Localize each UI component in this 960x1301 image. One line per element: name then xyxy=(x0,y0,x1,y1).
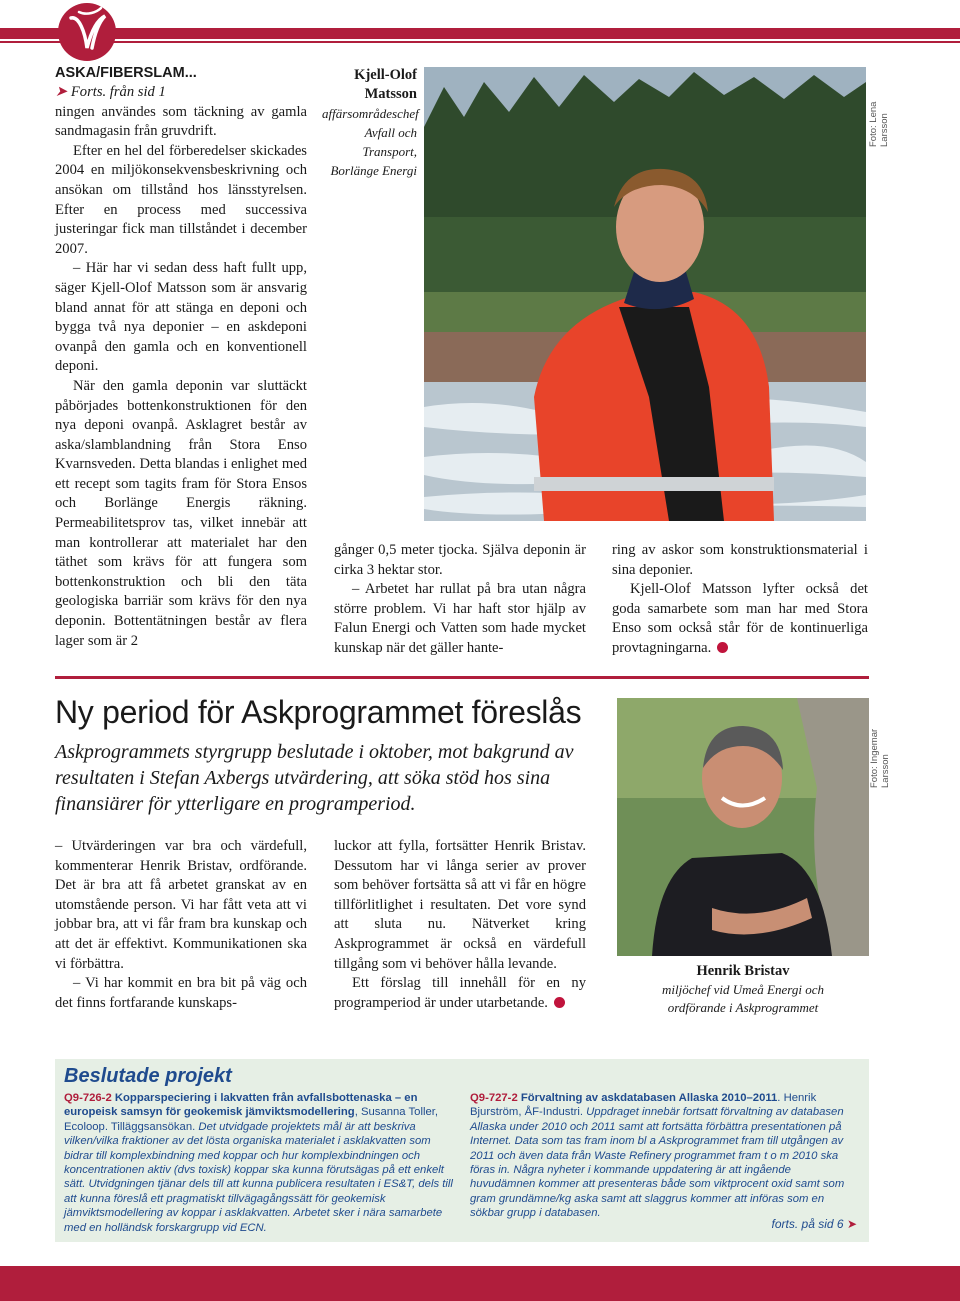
caption-role-2: ordförande i Askprogrammet xyxy=(667,1000,819,1015)
end-mark-icon xyxy=(717,642,728,653)
paragraph: – Arbetet har rullat på bra utan några större problem. Vi har haft stor hjälp av Falun Energi och Vatten som hade mycket kunskap när det gäller hante- xyxy=(334,581,586,656)
paragraph: – Utvärderingen var bra och värdefull, kommenterar Henrik Bristav, ordförande. Det är bra att få arbetet granskat av en utomstående person. Vi har fått veta att vi jobbar bra, att vi får fram bra kunskap och att det är effektivt. Kommunikationen ska vi förbättra. xyxy=(55,838,307,972)
headline: Ny period för Askprogrammet föreslås xyxy=(55,694,582,730)
paragraph: luckor att fylla, fortsätter Henrik Bristav. Dessutom har vi långa serier av prover som behöver fortsätta så att vi får en högre tillförlitlighet i resultaten. Det vore synd att sluta nu. Nätverket kring Askprogrammet är också en värdefull tillgång som vi behöver hålla levande. xyxy=(334,838,586,972)
project-authors: . Henrik Bjurström, ÅF-Industri. xyxy=(470,1092,817,1119)
photo-matsson xyxy=(424,67,866,521)
swirl-logo-icon xyxy=(57,2,117,62)
photo-credit-2: Foto: Ingemar Larsson xyxy=(869,728,891,788)
top-accent-bar xyxy=(0,28,960,39)
paragraph: Efter en hel del förberedelser skickades 2004 en miljökonsekvensbeskrivning och ansökan om tillstånd hos länsstyrelsen. Efter en process med successiva justeringar fick man tillståndet i december 2007. xyxy=(55,142,307,257)
end-mark-icon xyxy=(554,997,565,1008)
section-divider xyxy=(55,676,869,679)
caption-name: Henrik Bristav xyxy=(696,963,790,979)
paragraph: När den gamla deponin var sluttäckt påbörjades bottenkonstruktionen för den nya deponi ovanpå. Asklagret består av aska/slamblandning från Stora Enso Kvarnsveden. Detta blandas i enlighet med ett recept som tagits fram för Stora Ensos och Borlänge Energis räkning. Permeabilitetsprov tas, vilket innebär att man kontrollerar att materialet har den täthet som krävs för att fungera som bottenkonstruktion och bli den täta geologiska barriär som krävs för den nya deponin. Bottentätningen består av flera lager som är 2 xyxy=(55,377,307,649)
article2-column-2 xyxy=(334,837,586,1013)
paragraph: gånger 0,5 meter tjocka. Själva deponin är cirka 3 hektar stor. xyxy=(334,542,586,578)
photo-credit-1: Foto: Lena Larsson xyxy=(868,101,890,147)
continued-text: forts. på sid 6 xyxy=(771,1217,844,1231)
paragraph xyxy=(612,580,868,658)
paragraph-text: Ett förslag till innehåll för en ny programperiod är under utarbetande. xyxy=(334,975,586,1011)
project-q9-727-2 xyxy=(470,1091,858,1221)
continued-on xyxy=(772,1217,857,1231)
caption-role-1: miljöchef vid Umeå Energi och xyxy=(662,982,824,997)
paragraph xyxy=(334,974,586,1013)
projects-box xyxy=(55,1059,869,1242)
arrow-icon: ➤ xyxy=(55,84,68,100)
projects-title: Beslutade projekt xyxy=(64,1065,232,1087)
photo-caption-bristav xyxy=(617,962,869,1017)
article2-column-1 xyxy=(55,837,307,1013)
project-description: Uppdraget innebär fortsatt förvaltning av databasen Allaska under 2010 och 2011 samt att fortsätta förbättra presentationen på Internet. Data som tas fram inom bl a Askprogrammet fram till utgången av 2011 och även data från Waste Refinery programmet fram t o m 2010 ska föras in. Några nyheter i kommande uppdatering är att ingående huvudämnen kommer att presenteras både som viktprocent oxid samt som gram grundämne/kg aska samt att slaggrus kommer att införas som en sökbar grupp i databasen. xyxy=(470,1106,845,1220)
paragraph-text: Kjell-Olof Matsson lyfter också det goda samarbete som man har med Stora Enso som också står för de kontinuerliga provtagningarna. xyxy=(612,581,868,656)
paragraph: ningen användes som täckning av gamla sandmagasin från gruvdrift. xyxy=(55,103,307,140)
project-code: Q9-726-2 xyxy=(64,1092,112,1104)
article1-column-1 xyxy=(55,64,307,651)
caption-name: Kjell-Olof Matsson xyxy=(354,67,417,102)
project-title: Förvaltning av askdatabasen Allaska 2010–2011 xyxy=(520,1092,778,1104)
arrow-icon: ➤ xyxy=(846,1217,857,1231)
bottom-accent-bar xyxy=(0,1266,960,1301)
caption-role: affärsområdeschef Avfall och Transport, Borlänge Energi xyxy=(322,106,419,178)
top-accent-line xyxy=(0,41,960,43)
article1-column-2 xyxy=(334,541,586,659)
kicker: ASKA/FIBERSLAM... xyxy=(55,65,197,81)
paragraph: ring av askor som konstruktionsmaterial i sina deponier. xyxy=(612,542,868,578)
article1-column-3 xyxy=(612,541,868,659)
photo-caption-matsson xyxy=(322,66,417,180)
paragraph: – Här har vi sedan dess haft fullt upp, säger Kjell-Olof Matsson som är ansvarig bland annat för att stänga en deponi och bygga två nya deponier – en askdeponi ovanpå den gamla och en konventionell deponi. xyxy=(55,260,307,375)
paragraph: – Vi har kommit en bra bit på väg och det finns fortfarande kunskaps- xyxy=(55,975,307,1011)
project-description: Det utvidgade projektets mål är att beskriva vilken/vilka fraktioner av det lösta organiska materialet i asklakvatten som bidrar till komplexbindning med koppar och hur komplexbindningen och koncentrationen aktiv (dvs toxisk) koppar ska kunna förutsägas på ett enkelt sätt. Utvidgningen tjänar dels till att kunna publicera resultaten i ES&T, dels till att kunna föreslå ett pragmatiskt tillvägagångssätt för geokemisk jämviktsmodellering av koppar i asklakvatten. Arbetet sker i nära samarbete med en holländsk forskargrupp vid ECN. xyxy=(64,1120,453,1234)
project-code: Q9-727-2 xyxy=(470,1092,518,1104)
continued-text: Forts. från sid 1 xyxy=(70,84,166,100)
photo-bristav xyxy=(617,698,869,956)
lead-paragraph: Askprogrammets styrgrupp beslutade i oktober, mot bakgrund av resultaten i Stefan Axbergs utvärdering, att söka stöd hos sina finansiärer för ytterligare en programperiod. xyxy=(55,741,574,815)
project-title: Kopparspeciering i lakvatten från avfallsbottenaska – en europeisk samsyn för geokemisk jämviktsmodellering xyxy=(64,1092,418,1119)
project-authors: , Susanna Toller, Ecoloop. Tilläggsansökan. xyxy=(64,1106,439,1133)
continued-from xyxy=(55,83,307,103)
project-q9-726-2 xyxy=(64,1091,454,1235)
